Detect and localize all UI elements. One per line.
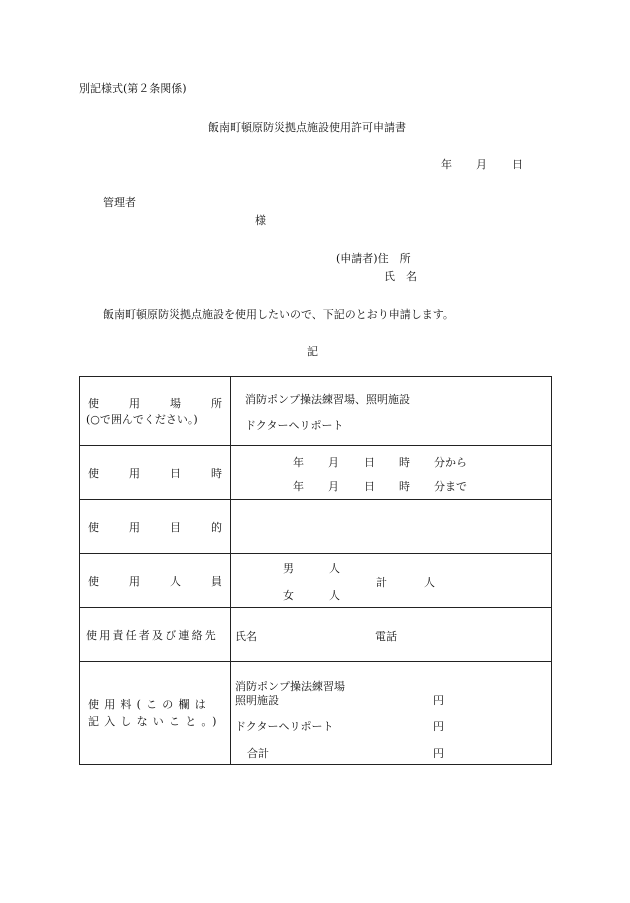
row-people — [80, 554, 552, 608]
purpose-label: 使 用 目 的 — [88, 520, 222, 534]
male-label: 男 — [283, 562, 294, 575]
fee-item-heliport: ドクターヘリポート — [235, 720, 334, 733]
from-minute: 分から — [434, 456, 467, 469]
people-label-cell — [80, 554, 231, 608]
applicant-address-label: (申請者)住 所 — [336, 252, 411, 265]
form-reference: 別記様式(第２条関係) — [79, 82, 187, 95]
contact-name-label: 氏名 — [235, 630, 257, 643]
fee-label-line2: 記入しないこと。) — [88, 715, 222, 728]
place-value-cell[interactable] — [231, 377, 552, 446]
place-label-cell — [80, 377, 231, 446]
recipient-label: 管理者 — [103, 196, 136, 209]
fee-yen-1: 円 — [433, 694, 444, 707]
male-count-unit: 人 — [329, 562, 340, 575]
to-day: 日 — [364, 480, 375, 493]
people-label: 使 用 人 員 — [88, 574, 222, 588]
row-purpose — [80, 500, 552, 554]
fee-total-label: 合計 — [247, 747, 269, 760]
female-count-unit: 人 — [329, 589, 340, 602]
row-datetime — [80, 446, 552, 500]
date-year-label: 年 — [441, 158, 452, 171]
fee-yen-2: 円 — [433, 720, 444, 733]
purpose-value-cell[interactable] — [231, 500, 552, 554]
row-contact — [80, 608, 552, 662]
date-month-label: 月 — [476, 158, 487, 171]
honorific-label: 様 — [255, 214, 266, 227]
from-day: 日 — [364, 456, 375, 469]
people-value-cell[interactable] — [231, 554, 552, 608]
contact-value-cell[interactable] — [231, 608, 552, 662]
to-hour: 時 — [399, 480, 410, 493]
total-count-unit: 人 — [424, 576, 435, 589]
application-statement: 飯南町頓原防災拠点施設を使用したいので、下記のとおり申請します。 — [103, 308, 454, 321]
female-label: 女 — [283, 589, 294, 602]
fee-item-pump: 消防ポンプ操法練習場 — [235, 680, 345, 693]
place-label: 使 用 場 所 — [88, 396, 222, 410]
fee-value-cell — [231, 662, 552, 765]
contact-label: 使用責任者及び連絡先 — [86, 628, 218, 642]
to-year: 年 — [293, 480, 304, 493]
page-title: 飯南町頓原防災拠点施設使用許可申請書 — [208, 121, 406, 134]
fee-item-lighting: 照明施設 — [235, 694, 279, 707]
place-option-pump[interactable]: 消防ポンプ操法練習場、照明施設 — [245, 393, 410, 406]
to-minute: 分まで — [434, 480, 467, 493]
date-day-label: 日 — [512, 158, 523, 171]
datetime-value-cell[interactable] — [231, 446, 552, 500]
fee-label-line1: 使用料(この欄は — [88, 698, 211, 711]
from-hour: 時 — [399, 456, 410, 469]
contact-label-cell — [80, 608, 231, 662]
fee-yen-total: 円 — [433, 747, 444, 760]
purpose-label-cell — [80, 500, 231, 554]
from-year: 年 — [293, 456, 304, 469]
from-month: 月 — [328, 456, 339, 469]
row-fee — [80, 662, 552, 765]
ki-heading: 記 — [307, 345, 318, 358]
place-option-heliport[interactable]: ドクターヘリポート — [245, 419, 344, 432]
contact-phone-label: 電話 — [375, 630, 397, 643]
to-month: 月 — [328, 480, 339, 493]
application-table — [79, 376, 552, 765]
applicant-name-label: 氏 名 — [384, 270, 417, 283]
total-label: 計 — [376, 576, 387, 589]
datetime-label: 使 用 日 時 — [88, 466, 222, 480]
fee-label-cell — [80, 662, 231, 765]
row-place — [80, 377, 552, 446]
datetime-label-cell — [80, 446, 231, 500]
place-label-note: (○で囲んでください。) — [86, 412, 198, 426]
